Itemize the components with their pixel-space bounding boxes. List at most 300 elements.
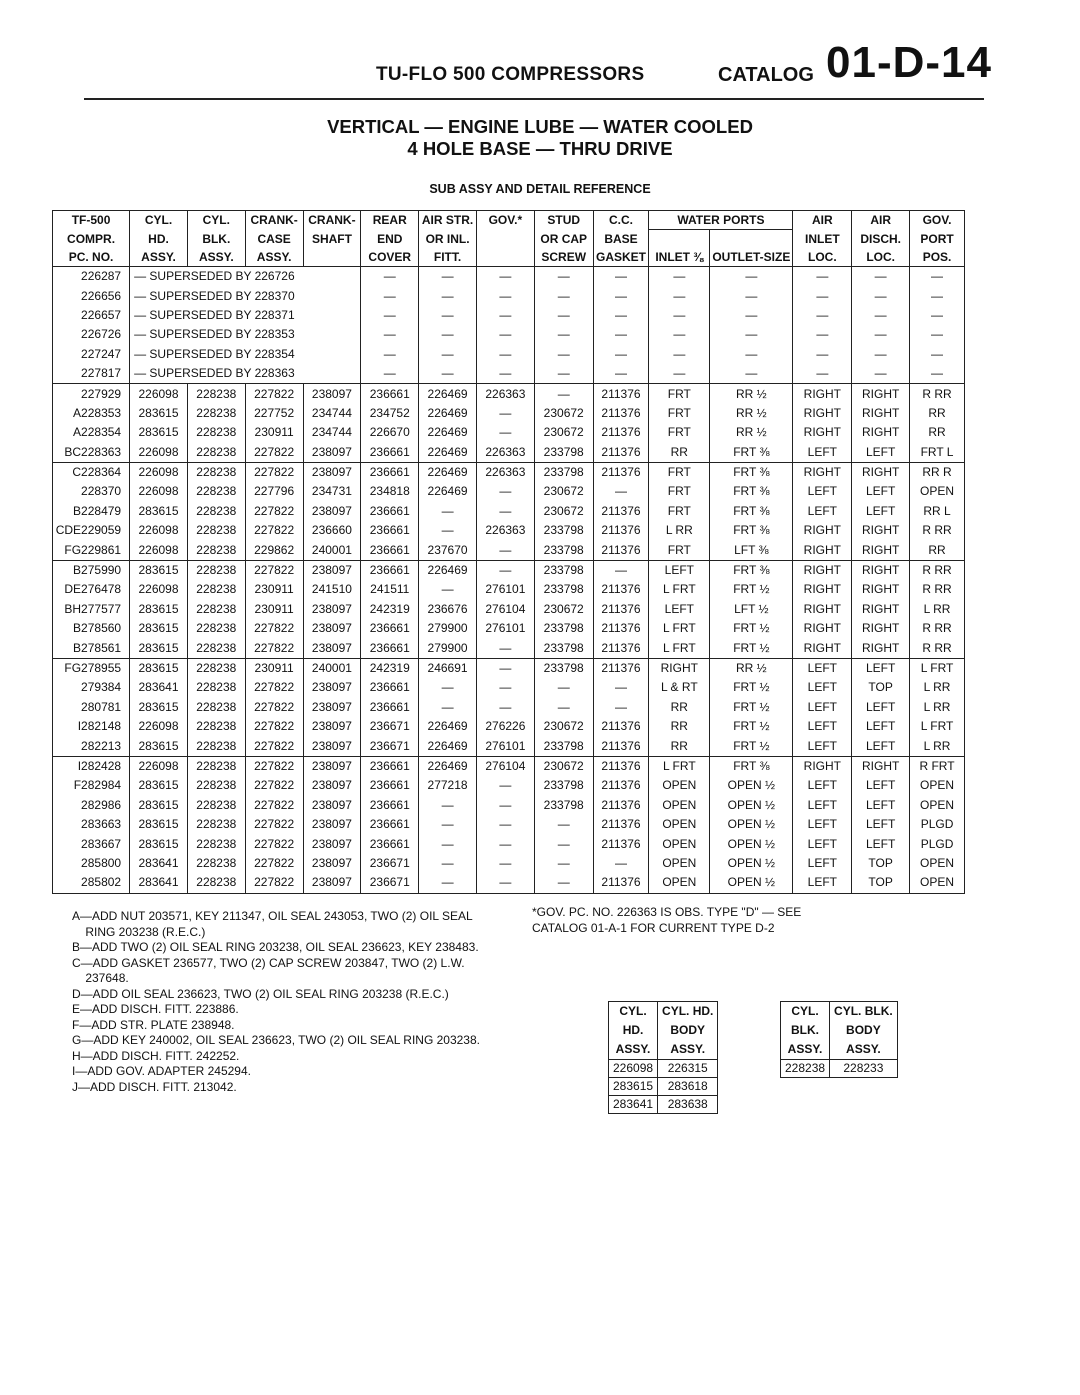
table-cell: 233798 bbox=[534, 580, 593, 599]
table-cell: 236661 bbox=[361, 502, 419, 521]
table-cell: — SUPERSEDED BY 228370 bbox=[130, 286, 361, 305]
table-cell: LEFT bbox=[793, 796, 852, 815]
table-row bbox=[53, 698, 965, 717]
table-cell: 283615 bbox=[130, 560, 188, 580]
table-cell: R RR bbox=[910, 619, 965, 638]
table-cell: 283641 bbox=[130, 678, 188, 697]
table-row bbox=[53, 600, 965, 619]
col-header: BASE bbox=[593, 230, 649, 249]
table-cell: FRT ⅜ bbox=[710, 560, 793, 580]
table-cell: 236676 bbox=[419, 600, 477, 619]
table-row bbox=[53, 619, 965, 638]
table-cell: — bbox=[593, 854, 649, 873]
table-cell: LEFT bbox=[852, 796, 910, 815]
table-cell: 228238 bbox=[187, 638, 245, 658]
table-cell: LEFT bbox=[793, 678, 852, 697]
table-cell: LEFT bbox=[852, 736, 910, 756]
col-header: DISCH. bbox=[852, 230, 910, 249]
table-cell: — bbox=[593, 678, 649, 697]
table-row bbox=[53, 736, 965, 756]
gov-note bbox=[532, 905, 862, 936]
table-cell: 283615 bbox=[130, 796, 188, 815]
table-cell: F282984 bbox=[53, 776, 130, 795]
table-cell: RIGHT bbox=[793, 404, 852, 423]
col-header: ASSY. bbox=[245, 248, 303, 267]
table-cell: — bbox=[534, 873, 593, 893]
table-cell: C228364 bbox=[53, 462, 130, 482]
table-cell: 233798 bbox=[534, 443, 593, 463]
table-cell: LFT ⅜ bbox=[710, 540, 793, 560]
table-cell-dash: — bbox=[593, 267, 649, 287]
superseded-row bbox=[53, 306, 965, 325]
table-cell: 236661 bbox=[361, 698, 419, 717]
table-row bbox=[53, 776, 965, 795]
catalog-label: CATALOG bbox=[718, 64, 814, 86]
table-cell: — bbox=[476, 404, 534, 423]
table-cell: — bbox=[476, 698, 534, 717]
table-cell: DE276478 bbox=[53, 580, 130, 599]
table-cell: 226098 bbox=[130, 540, 188, 560]
table-row bbox=[53, 521, 965, 540]
table-cell: 211376 bbox=[593, 736, 649, 756]
table-cell: RIGHT bbox=[793, 638, 852, 658]
table-cell: — bbox=[419, 796, 477, 815]
table-cell: 211376 bbox=[593, 796, 649, 815]
table-cell: B278560 bbox=[53, 619, 130, 638]
table-cell: R FRT bbox=[910, 756, 965, 776]
catalog-number: 01-D-14 bbox=[826, 38, 992, 87]
table-cell: 242319 bbox=[361, 658, 419, 678]
table-cell: — bbox=[476, 540, 534, 560]
table-cell: 211376 bbox=[593, 619, 649, 638]
table-cell: RR bbox=[649, 698, 710, 717]
table-subtitle: SUB ASSY AND DETAIL REFERENCE bbox=[429, 182, 651, 196]
table-cell-dash: — bbox=[710, 306, 793, 325]
table-cell: 227822 bbox=[245, 776, 303, 795]
table-cell: 238097 bbox=[303, 502, 361, 521]
table-cell: RR bbox=[910, 423, 965, 442]
col-header: GOV.* bbox=[476, 211, 534, 230]
table-cell: 226098 bbox=[130, 717, 188, 736]
table-cell: — bbox=[534, 815, 593, 834]
table-cell: RIGHT bbox=[649, 658, 710, 678]
table-cell: 211376 bbox=[593, 717, 649, 736]
table-cell: 227929 bbox=[53, 384, 130, 404]
table-group bbox=[53, 384, 965, 463]
gov-note-line1: *GOV. PC. NO. 226363 IS OBS. TYPE "D" — SEE bbox=[532, 905, 802, 919]
table-cell-dash: — bbox=[534, 325, 593, 344]
table-cell: RIGHT bbox=[852, 619, 910, 638]
table-cell: — bbox=[534, 678, 593, 697]
table-cell: 230672 bbox=[534, 482, 593, 501]
table-cell: 226726 bbox=[53, 325, 130, 344]
table-cell: 226469 bbox=[419, 756, 477, 776]
footnote-line: J—ADD DISCH. FITT. 213042. bbox=[72, 1079, 237, 1094]
table-cell-dash: — bbox=[593, 345, 649, 364]
table-cell: 283615 bbox=[130, 619, 188, 638]
table-cell: 230911 bbox=[245, 600, 303, 619]
table-cell: 233798 bbox=[534, 736, 593, 756]
footnote-line: F—ADD STR. PLATE 238948. bbox=[72, 1017, 235, 1032]
table-cell-dash: — bbox=[710, 286, 793, 305]
table-cell: 283663 bbox=[53, 815, 130, 834]
table-cell: — bbox=[476, 873, 534, 893]
table-cell: 227822 bbox=[245, 462, 303, 482]
table-cell-dash: — bbox=[793, 364, 852, 384]
footnote-line: RING 203238 (R.E.C.) bbox=[72, 924, 206, 939]
table-cell: 233798 bbox=[534, 638, 593, 658]
table-cell: 228238 bbox=[187, 384, 245, 404]
table-cell: 238097 bbox=[303, 462, 361, 482]
table-row bbox=[53, 423, 965, 442]
table-row bbox=[53, 638, 965, 658]
table-cell: TOP bbox=[852, 678, 910, 697]
table-cell-dash: — bbox=[361, 267, 419, 287]
table-cell: — bbox=[419, 834, 477, 853]
table-cell: RIGHT bbox=[793, 619, 852, 638]
table-cell: 211376 bbox=[593, 834, 649, 853]
table-cell: 230911 bbox=[245, 580, 303, 599]
table-cell: 230672 bbox=[534, 404, 593, 423]
table-cell: — bbox=[476, 658, 534, 678]
table-cell-dash: — bbox=[710, 345, 793, 364]
table-cell-dash: — bbox=[593, 364, 649, 384]
table-cell-dash: — bbox=[361, 345, 419, 364]
table-cell: FRT ⅜ bbox=[710, 756, 793, 776]
table-cell: L FRT bbox=[910, 658, 965, 678]
table-cell: 226469 bbox=[419, 443, 477, 463]
table-cell: 283615 bbox=[130, 502, 188, 521]
table-cell: TOP bbox=[852, 873, 910, 893]
table-group bbox=[53, 462, 965, 560]
table-cell: RR bbox=[649, 736, 710, 756]
table-cell: 211376 bbox=[593, 815, 649, 834]
table-cell-dash: — bbox=[793, 325, 852, 344]
table-cell: 234818 bbox=[361, 482, 419, 501]
table-cell: 226656 bbox=[53, 286, 130, 305]
table-cell: 226469 bbox=[419, 423, 477, 442]
table-cell: 238097 bbox=[303, 834, 361, 853]
table-cell: RR L bbox=[910, 502, 965, 521]
table-cell: 211376 bbox=[593, 502, 649, 521]
table-cell: L FRT bbox=[649, 638, 710, 658]
col-header: OUTLET-SIZE bbox=[710, 248, 793, 267]
table-cell-dash: — bbox=[361, 286, 419, 305]
table-row bbox=[53, 384, 965, 404]
table-cell: OPEN bbox=[649, 834, 710, 853]
table-cell: 238097 bbox=[303, 717, 361, 736]
table-cell: L FRT bbox=[649, 580, 710, 599]
table-cell: 228238 bbox=[187, 600, 245, 619]
superseded-row bbox=[53, 325, 965, 344]
table-cell: 227752 bbox=[245, 404, 303, 423]
table-cell: FG278955 bbox=[53, 658, 130, 678]
table-cell: LEFT bbox=[793, 854, 852, 873]
table-cell: 283615 bbox=[130, 815, 188, 834]
table-cell: LEFT bbox=[852, 717, 910, 736]
table-cell: 241510 bbox=[303, 580, 361, 599]
table-cell: OPEN bbox=[910, 796, 965, 815]
table-cell: 283641 bbox=[130, 873, 188, 893]
table-cell: 228238 bbox=[187, 834, 245, 853]
table-cell: FRT ½ bbox=[710, 717, 793, 736]
table-cell: 227822 bbox=[245, 638, 303, 658]
table-cell: RR bbox=[649, 443, 710, 463]
col-header: STUD bbox=[534, 211, 593, 230]
table-cell: RIGHT bbox=[852, 560, 910, 580]
col-header: INLET bbox=[793, 230, 852, 249]
table-cell: OPEN bbox=[649, 796, 710, 815]
table-cell: 229862 bbox=[245, 540, 303, 560]
table-cell: 236661 bbox=[361, 619, 419, 638]
table-cell: I282428 bbox=[53, 756, 130, 776]
table-cell-dash: — bbox=[419, 286, 477, 305]
table-cell: OPEN bbox=[649, 873, 710, 893]
table-cell: 227817 bbox=[53, 364, 130, 384]
table-cell: 211376 bbox=[593, 423, 649, 442]
table-cell: RIGHT bbox=[852, 404, 910, 423]
table-cell: RR ½ bbox=[710, 658, 793, 678]
footnote-line: E—ADD DISCH. FITT. 223886. bbox=[72, 1002, 239, 1016]
table-cell: FRT ⅜ bbox=[710, 502, 793, 521]
table-cell: L FRT bbox=[649, 619, 710, 638]
table-cell: LEFT bbox=[793, 873, 852, 893]
table-row bbox=[53, 540, 965, 560]
table-cell: 227247 bbox=[53, 345, 130, 364]
table-cell-dash: — bbox=[593, 286, 649, 305]
table-cell: LEFT bbox=[852, 815, 910, 834]
table-cell: RR R bbox=[910, 462, 965, 482]
table-cell: — bbox=[419, 502, 477, 521]
table-cell: 226363 bbox=[476, 462, 534, 482]
table-cell: 276104 bbox=[476, 600, 534, 619]
table-cell: 211376 bbox=[593, 638, 649, 658]
table-row bbox=[53, 834, 965, 853]
table-cell-dash: — bbox=[910, 286, 965, 305]
table-cell: — SUPERSEDED BY 228371 bbox=[130, 306, 361, 325]
table-cell-dash: — bbox=[649, 364, 710, 384]
table-cell: 211376 bbox=[593, 873, 649, 893]
table-cell: — bbox=[476, 423, 534, 442]
col-header: FITT. bbox=[419, 248, 477, 267]
table-cell: FRT bbox=[649, 462, 710, 482]
table-cell: 236661 bbox=[361, 521, 419, 540]
table-cell: 227822 bbox=[245, 796, 303, 815]
table-row bbox=[53, 580, 965, 599]
table-cell: LEFT bbox=[793, 815, 852, 834]
series-title: TU-FLO 500 COMPRESSORS bbox=[376, 64, 645, 85]
table-cell: PLGD bbox=[910, 834, 965, 853]
table-cell: LEFT bbox=[852, 776, 910, 795]
table-cell: L FRT bbox=[649, 756, 710, 776]
col-header-water-ports: WATER PORTS bbox=[649, 211, 793, 230]
table-cell: 238097 bbox=[303, 600, 361, 619]
table-cell: 226098 bbox=[130, 384, 188, 404]
table-cell: 211376 bbox=[593, 658, 649, 678]
table-cell: RIGHT bbox=[852, 600, 910, 619]
col-header: CYL. bbox=[781, 1002, 830, 1022]
table-cell: 241511 bbox=[361, 580, 419, 599]
reference-table bbox=[52, 210, 965, 894]
table-cell: 226469 bbox=[419, 736, 477, 756]
table-cell: 228238 bbox=[187, 796, 245, 815]
table-cell: — bbox=[593, 482, 649, 501]
table-cell: LEFT bbox=[852, 658, 910, 678]
table-cell: 226098 bbox=[130, 756, 188, 776]
table-cell-dash: — bbox=[534, 286, 593, 305]
table-cell-dash: — bbox=[910, 364, 965, 384]
table-cell: OPEN bbox=[649, 815, 710, 834]
col-header: POS. bbox=[910, 248, 965, 267]
table-cell: FRT ⅜ bbox=[710, 521, 793, 540]
table-cell-dash: — bbox=[419, 345, 477, 364]
table-cell: 227822 bbox=[245, 736, 303, 756]
col-header: ASSY. bbox=[187, 248, 245, 267]
table-cell: 228238 bbox=[187, 540, 245, 560]
table-cell: — bbox=[534, 698, 593, 717]
table-cell: 283615 bbox=[130, 423, 188, 442]
table-cell: RR ½ bbox=[710, 423, 793, 442]
table-cell: OPEN bbox=[910, 854, 965, 873]
page-title-line2: 4 HOLE BASE — THRU DRIVE bbox=[407, 138, 673, 159]
table-cell: FRT ½ bbox=[710, 736, 793, 756]
table-cell: 238097 bbox=[303, 619, 361, 638]
table-cell: 238097 bbox=[303, 443, 361, 463]
table-cell: OPEN bbox=[649, 854, 710, 873]
table-cell-dash: — bbox=[593, 325, 649, 344]
table-cell: OPEN ½ bbox=[710, 873, 793, 893]
table-cell-dash: — bbox=[852, 267, 910, 287]
table-cell: RIGHT bbox=[793, 600, 852, 619]
table-cell: — bbox=[419, 873, 477, 893]
table-row bbox=[53, 717, 965, 736]
table-cell: B275990 bbox=[53, 560, 130, 580]
table-cell: 227822 bbox=[245, 756, 303, 776]
table-cell: 233798 bbox=[534, 540, 593, 560]
header-rule bbox=[84, 98, 984, 100]
table-cell: LEFT bbox=[852, 698, 910, 717]
table-cell: 226657 bbox=[53, 306, 130, 325]
col-header: CYL. bbox=[130, 211, 188, 230]
table-cell: 233798 bbox=[534, 521, 593, 540]
table-cell-dash: — bbox=[910, 267, 965, 287]
table-cell: 233798 bbox=[534, 796, 593, 815]
table-cell: 238097 bbox=[303, 776, 361, 795]
table-cell: FRT ⅜ bbox=[710, 462, 793, 482]
table-cell: LEFT bbox=[793, 717, 852, 736]
table-cell: 237670 bbox=[419, 540, 477, 560]
col-header: ASSY. bbox=[130, 248, 188, 267]
table-cell: LEFT bbox=[793, 482, 852, 501]
col-header: HD. bbox=[609, 1021, 658, 1040]
table-cell: 238097 bbox=[303, 384, 361, 404]
table-cell: RIGHT bbox=[852, 462, 910, 482]
table-cell-dash: — bbox=[419, 267, 477, 287]
table-cell: — bbox=[476, 854, 534, 873]
table-cell: 282213 bbox=[53, 736, 130, 756]
table-cell: 236661 bbox=[361, 815, 419, 834]
table-cell: FRT bbox=[649, 502, 710, 521]
table-cell: 283615 bbox=[130, 600, 188, 619]
table-cell: 236671 bbox=[361, 854, 419, 873]
table-cell: 211376 bbox=[593, 384, 649, 404]
col-header: COMPR. bbox=[53, 230, 130, 249]
table-cell: — bbox=[476, 560, 534, 580]
table-cell: 226098 bbox=[130, 580, 188, 599]
table-cell: — SUPERSEDED BY 226726 bbox=[130, 267, 361, 287]
table-cell: 211376 bbox=[593, 462, 649, 482]
table-cell: OPEN ½ bbox=[710, 815, 793, 834]
table-cell: 277218 bbox=[419, 776, 477, 795]
col-header: OR INL. bbox=[419, 230, 477, 249]
table-cell: 226469 bbox=[419, 384, 477, 404]
table-cell-dash: — bbox=[852, 306, 910, 325]
table-cell: FRT bbox=[649, 540, 710, 560]
col-header: END bbox=[361, 230, 419, 249]
table-cell: 228233 bbox=[830, 1060, 898, 1078]
table-cell: A228354 bbox=[53, 423, 130, 442]
table-cell: 228370 bbox=[53, 482, 130, 501]
footnote-line: B—ADD TWO (2) OIL SEAL RING 203238, OIL SEAL 236623, KEY 238483. bbox=[72, 940, 479, 954]
table-cell: 228238 bbox=[187, 736, 245, 756]
table-cell: LFT ½ bbox=[710, 600, 793, 619]
table-cell: 233798 bbox=[534, 619, 593, 638]
table-cell: FRT bbox=[649, 384, 710, 404]
table-cell: 236661 bbox=[361, 834, 419, 853]
table-group bbox=[53, 658, 965, 756]
table-cell: 233798 bbox=[534, 776, 593, 795]
table-cell: RIGHT bbox=[852, 384, 910, 404]
table-cell: 226315 bbox=[658, 1060, 718, 1078]
table-cell: 211376 bbox=[593, 756, 649, 776]
table-row bbox=[609, 1060, 718, 1078]
table-cell: 228238 bbox=[187, 560, 245, 580]
table-cell: CDE229059 bbox=[53, 521, 130, 540]
table-cell: L RR bbox=[649, 521, 710, 540]
table-cell: 236661 bbox=[361, 796, 419, 815]
table-cell: 226098 bbox=[130, 482, 188, 501]
table-row bbox=[53, 560, 965, 580]
table-cell: 236661 bbox=[361, 638, 419, 658]
col-header: ASSY. bbox=[781, 1040, 830, 1060]
table-cell: 285802 bbox=[53, 873, 130, 893]
table-cell-dash: — bbox=[649, 306, 710, 325]
col-header: CASE bbox=[245, 230, 303, 249]
col-header: BLK. bbox=[781, 1021, 830, 1040]
col-header: BODY bbox=[830, 1021, 898, 1040]
table-cell: LEFT bbox=[793, 502, 852, 521]
superseded-row bbox=[53, 345, 965, 364]
table-cell: RR bbox=[910, 540, 965, 560]
table-cell: 211376 bbox=[593, 776, 649, 795]
table-cell: 283615 bbox=[609, 1078, 658, 1096]
table-cell: 283615 bbox=[130, 834, 188, 853]
table-cell: 228238 bbox=[187, 756, 245, 776]
table-cell-dash: — bbox=[593, 306, 649, 325]
table-cell: RIGHT bbox=[852, 423, 910, 442]
table-cell: 227822 bbox=[245, 560, 303, 580]
table-cell: — bbox=[476, 482, 534, 501]
table-group bbox=[53, 756, 965, 893]
table-cell: 238097 bbox=[303, 698, 361, 717]
table-cell-dash: — bbox=[793, 286, 852, 305]
col-header: AIR bbox=[793, 211, 852, 230]
table-cell: R RR bbox=[910, 638, 965, 658]
table-cell: 283641 bbox=[609, 1096, 658, 1114]
table-cell: RIGHT bbox=[793, 560, 852, 580]
table-cell: LEFT bbox=[793, 776, 852, 795]
table-cell: 283618 bbox=[658, 1078, 718, 1096]
